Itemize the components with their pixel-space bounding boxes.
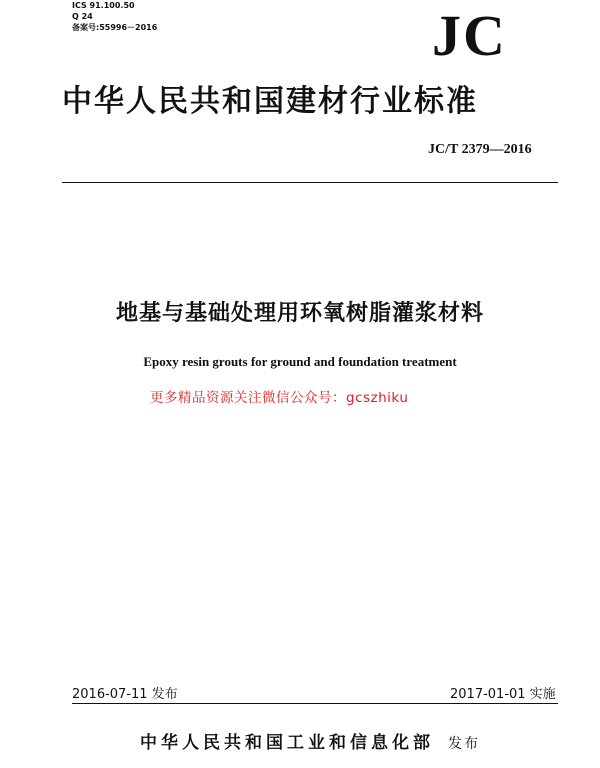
document-title-chinese: 地基与基础处理用环氧树脂灌浆材料 — [115, 301, 484, 326]
ccs-code: Q 24 — [72, 12, 93, 21]
watermark-text: 更多精品资源关注微信公众号：gcszhiku — [150, 390, 409, 406]
ics-code: ICS 91.100.50 — [72, 1, 135, 10]
implementation-date: 2017-01-01 实施 — [450, 687, 556, 702]
publisher-line — [140, 728, 480, 753]
jc-logo: JC — [432, 3, 507, 68]
record-number: 备案号:55996－2016 — [72, 23, 158, 32]
issue-date: 2016-07-11 发布 — [72, 687, 178, 702]
standard-category-title: 中华人民共和国建材行业标准 — [62, 84, 478, 119]
publisher-name: 中华人民共和国工业和信息化部 — [140, 733, 434, 753]
bottom-divider — [72, 703, 558, 704]
publisher-suffix: 发布 — [448, 736, 480, 752]
top-divider — [62, 182, 558, 183]
classification-block — [72, 0, 157, 33]
document-title-english: Epoxy resin grouts for ground and foundation treatment — [143, 354, 457, 369]
standard-number: JC/T 2379—2016 — [428, 142, 532, 157]
